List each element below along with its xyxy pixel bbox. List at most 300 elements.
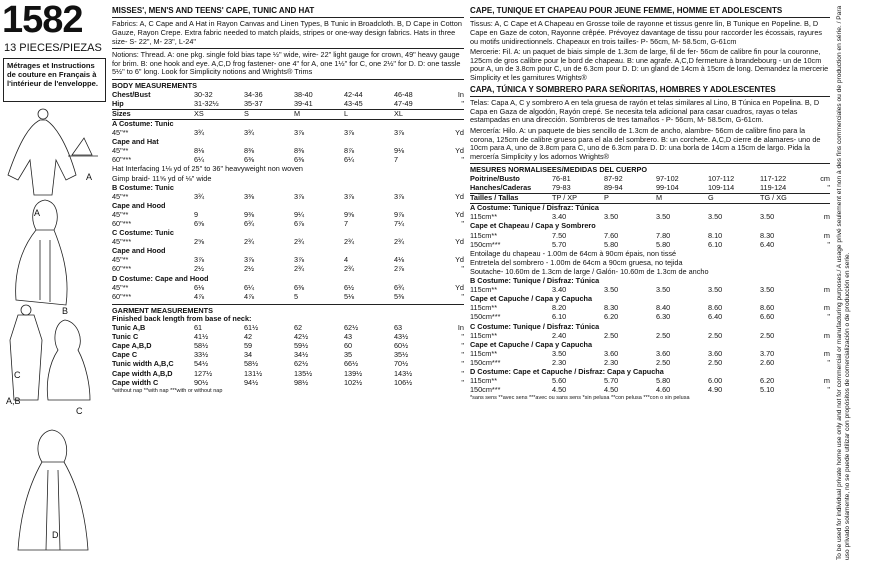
unit-label: Yd [455,128,464,138]
unit-label [444,109,464,119]
cell-value: 9⅝ [344,209,355,219]
cell-value: 7.60 [604,230,619,240]
cell-value: 60½ [394,341,409,351]
cell-value: L [344,108,349,118]
row-label: 115cm** [470,285,498,295]
row-label: 115cm** [470,212,498,222]
cell-value: 54½ [194,359,209,369]
cell-value: 5⅛ [344,291,355,301]
row-label: 115cm** [470,348,498,358]
cell-value: 3.60 [604,348,619,358]
cell-value: 4⅞ [244,291,255,301]
row-label: 45"** [112,191,129,201]
table-row [470,194,830,204]
cell-value: 2.50 [604,330,619,340]
row-label: Cape width A,B,D [112,368,173,378]
row-label: Tunic C [112,332,139,342]
unit-label: " [827,357,830,367]
cell-value: 42-44 [344,89,363,99]
cell-value: 7 [344,219,349,229]
cell-value: 31-32½ [194,98,219,108]
cell-value: 3⅞ [294,191,305,201]
cell-value: 2½ [244,264,255,274]
cell-value: 3.70 [760,348,775,358]
row-label: 150cm*** [470,239,501,249]
cell-value: 102½ [344,377,363,387]
cell-value: 3.50 [708,212,723,222]
unit-label: Yd [455,191,464,201]
row-label: A Costume: Tunic [112,118,174,128]
table-row [112,293,464,302]
metric-yardage-table [470,175,830,395]
unit-label: Yd [455,255,464,265]
cell-value: 2¾ [294,237,305,247]
cell-value: 8.60 [708,303,723,313]
table-row [112,284,464,293]
cell-value: 3.50 [656,285,671,295]
section-header-row [112,202,464,211]
unit-label: m [823,230,830,240]
unit-label: " [461,368,464,378]
cell-value: 35-37 [244,98,263,108]
unit-label: In [457,89,464,99]
metric-footnote: *sans sens **avec sens ***avec ou sans sens *sin pelusa **con pelusa ***con o sin pelusa [470,395,690,402]
cape-b-illustration [16,200,67,305]
unit-label: " [461,377,464,387]
cell-value: 6⅜ [294,155,305,165]
cell-value: 127½ [194,368,213,378]
table-row [470,232,830,241]
cell-value: 8⅜ [244,146,255,156]
cell-value: 135½ [294,368,313,378]
cell-value: 3⅜ [244,191,255,201]
unit-label: " [461,98,464,108]
section-header-row [470,277,830,286]
cell-value: 8.10 [708,230,723,240]
illustration-label: A [86,172,93,182]
section-header-row [470,341,830,350]
illustration-label: A,B [6,396,21,406]
row-label: Tunic width A,B,C [112,359,174,369]
table-row [112,333,464,342]
cell-value: 6¾ [244,219,255,229]
cell-value: 66½ [344,359,359,369]
cell-value: 109-114 [708,183,735,193]
cell-value: 43-45 [344,98,363,108]
row-label: 150cm*** [470,357,501,367]
row-label: D Costume: Cape and Hood [112,273,209,283]
cell-value: 6.10 [552,312,567,322]
illustration-label: D [52,530,59,540]
unit-label: m [823,212,830,222]
section-header-row [112,138,464,147]
row-label: Gimp braid- 11⅝ yd of ⅛" wide [112,173,212,183]
cell-value: 94½ [244,377,259,387]
row-label: Entoilage du chapeau - 1.00m de 64cm à 90cm épais, non tissé [470,248,677,258]
illustration-label: C [14,370,21,380]
section-header-row [470,368,830,377]
cell-value: 62 [294,323,303,333]
cell-value: 6.10 [708,239,723,249]
table-row [112,324,464,333]
cell-value: 5.70 [604,376,619,386]
french-instructions-note: Métrages et Instructions de couture en Français à l'intérieur de l'enveloppe. [3,58,106,102]
cell-value: 5⅜ [394,291,405,301]
cell-value: 7¼ [394,219,405,229]
cell-value: XS [194,108,204,118]
section-header-row [112,275,464,284]
cell-value: 6⅝ [194,219,205,229]
cell-value: 6.30 [656,312,671,322]
cell-value: 8⅞ [344,146,355,156]
unit-label: Yd [455,209,464,219]
cell-value: 2.40 [552,330,567,340]
row-label: 45"** [112,128,129,138]
cell-value: 3.40 [552,285,567,295]
cell-value: 3⅞ [344,128,355,138]
cell-value: 5.70 [552,239,567,249]
cell-value: 6⅞ [294,219,305,229]
cell-value: 3¾ [194,191,205,201]
row-label: 115cm** [470,330,498,340]
row-label: D Costume: Cape et Capuche / Disfraz: Capa y Capucha [470,366,664,376]
cell-value: P [604,193,609,203]
cell-value: 8.20 [552,303,567,313]
cell-value: 4 [344,255,349,265]
section-header-row [470,222,830,231]
row-label: Poitrine/Busto [470,174,520,184]
mercerie-text: Mercerie: Fil. A: un paquet de biais simple de 1.3cm de large, fil de fer- 56cm de calibre fin pour la couronne, 125cm de gros calibre pour le bord de chapeau. B: une agrafe. A,C,D fermeture à brandebourg - un de 10cm pour A, un de 3.8cm pour C, un de 6.3cm pour D. D: un gland de 14cm à 15cm de long. Demandez la mercerie Simplicity et les garnitures Wrights® [470,47,829,83]
row-label: 45"** [112,209,129,219]
table-row [112,147,464,156]
garment-measurements-table [112,324,464,388]
pieces-count: 13 PIECES/PIEZAS [4,42,102,54]
section-header-row [112,184,464,193]
cell-value: 38-40 [294,89,313,99]
section-header-row [470,204,830,214]
cell-value: 3.50 [760,285,775,295]
unit-label: Yd [455,146,464,156]
cell-value: XL [394,108,403,118]
cell-value: 46-48 [394,89,413,99]
cell-value: 5.10 [760,385,775,395]
row-label: Cape and Hood [112,246,166,256]
cell-value: 3⅞ [394,128,405,138]
cell-value: 2¾ [394,237,405,247]
cell-value: 3⅞ [294,255,305,265]
cell-value: 59½ [294,341,309,351]
cell-value: 107-112 [708,174,735,184]
row-label: Cape and Hat [112,137,159,147]
cell-value: 3¾ [244,128,255,138]
cell-value: 6⅜ [244,155,255,165]
cell-value: 2.60 [760,357,775,367]
pattern-number: 1582 [2,0,83,41]
cell-value: 3.60 [656,348,671,358]
row-label: C Costume: Tunic [112,228,174,238]
row-label: Chest/Bust [112,89,151,99]
cell-value: S [244,108,249,118]
section-header-row [112,119,464,129]
cell-value: 3.50 [708,285,723,295]
cell-value: 2¾ [344,264,355,274]
unit-label: m [823,330,830,340]
cell-value: 3⅞ [294,128,305,138]
cell-value: G [708,193,714,203]
cell-value: 43½ [394,332,409,342]
cell-value: 5.80 [656,239,671,249]
cell-value: 6.60 [760,312,775,322]
section-header-row [112,247,464,256]
cell-value: 63 [394,323,403,333]
cell-value: 9 [194,209,199,219]
cell-value: 34 [244,350,253,360]
cell-value: 8⅛ [194,146,205,156]
cell-value: 5.80 [656,376,671,386]
cell-value: 3.50 [604,212,619,222]
cell-value: 79-83 [552,183,571,193]
unit-label: In [457,323,464,333]
table-row [470,304,830,313]
table-row [112,379,464,388]
cell-value: 42 [244,332,253,342]
cell-value: 3.50 [604,285,619,295]
cell-value: 62½ [344,323,359,333]
row-label: 60"*** [112,155,132,165]
cell-value: 4.50 [552,385,567,395]
cell-value: 5.80 [604,239,619,249]
cell-value: 30-32 [194,89,213,99]
cell-value: 2¾ [344,237,355,247]
cell-value: 60 [344,341,353,351]
cell-value: 3¾ [194,128,205,138]
cell-value: 98½ [294,377,309,387]
cell-value: 35 [344,350,353,360]
cell-value: 42½ [294,332,309,342]
cell-value: TP / XP [552,193,578,203]
cell-value: 6½ [344,282,355,292]
unit-label [812,194,830,204]
table-row [112,109,464,119]
cell-value: 4⅞ [194,291,205,301]
cell-value: 6.00 [708,376,723,386]
unit-label: " [461,155,464,165]
usage-notice: To be used for individual private home use only and not for commercial or manufacturing purposes./ A usage privé seulement et non à des fins commerciales ou de production en série. / Para uso privado solamente, no se puede utilizar con propósitos de comercialización o de producción en serie. [836,5,852,560]
cell-value: 6⅜ [294,282,305,292]
table-row [112,100,464,110]
garment-illustrations [0,100,110,560]
cell-value: 119-124 [760,183,787,193]
cell-value: 61½ [244,323,259,333]
cell-value: 5.60 [552,376,567,386]
row-label: Entretela del sombrero - 1.00m de 64cm a 90cm gruesa, no tejida [470,257,683,267]
unit-label: " [827,239,830,249]
body-measurements-title: BODY MEASUREMENTS [112,81,198,91]
row-label: Hat Interfacing 1⅛ yd of 25" to 36" heavyweight non woven [112,164,303,174]
cell-value: 131½ [244,368,263,378]
cell-value: 62½ [294,359,309,369]
cell-value: 3⅞ [344,191,355,201]
merceria-text: Mercería: Hilo. A: un paquete de bies sencillo de 1.3cm de ancho, alambre- 56cm de calibre fino para la corona, 125cm de calibre grueso para el ala del sombrero. B: un corchete. A,C,D cierre de alamares- uno de 10cm para A, uno de 3.8cm para C, uno de 6.3cm para D. D: una borla de 14cm a 15cm de largo. Pida la mercería Simplicity y los adornos Wrights® [470,125,821,161]
cell-value: 34½ [294,350,309,360]
cell-value: 97-102 [656,174,679,184]
cell-value: 3⅞ [394,191,405,201]
cell-value: 139½ [344,368,363,378]
row-label: 115cm** [470,303,498,313]
fabrics-text: Fabrics: A, C Cape and A Hat in Rayon Canvas and Linen Types, B Tunic in Broadcloth. B, D Cape in Cotton Gauze, Rayon Crepe. Extra fabric needed to match plaids, stripes or one-way design fabrics. Hats in three size- S- 22", M- 23", L-24" [112,19,462,46]
table-row [112,211,464,220]
row-label: A Costume: Tunique / Disfraz: Túnica [470,203,599,213]
row-label: 115cm** [470,230,498,240]
row-label: Cape et Capuche / Capa y Capucha [470,294,593,304]
tunic-c-illustration [10,315,42,400]
row-label: Cape C [112,350,138,360]
cell-value: 87-92 [604,174,623,184]
cell-value: 35½ [394,350,409,360]
row-label: 45"** [112,146,129,156]
cell-value: 99-104 [656,183,679,193]
row-label: Hip [112,98,124,108]
cell-value: 143½ [394,368,413,378]
english-footnote: *without nap **with nap ***with or without nap [112,387,223,394]
cell-value: 2.50 [656,357,671,367]
illustration-label: C [76,406,83,416]
unit-label: m [823,303,830,313]
french-spanish-section [470,6,830,402]
cell-value: 3.40 [552,212,567,222]
cape-c-illustration [47,320,90,400]
cell-value: 34-36 [244,89,263,99]
cell-value: 2½ [194,264,205,274]
cell-value: 8⅜ [294,146,305,156]
hat-a-illustration [68,138,98,156]
row-label: Cape et Capuche / Capa y Capucha [470,339,593,349]
cell-value: 2¾ [244,237,255,247]
cell-value: 58½ [194,341,209,351]
row-label: Cape width C [112,377,159,387]
table-row [112,129,464,138]
row-label: 45"** [112,255,129,265]
cell-value: 9¼ [294,209,305,219]
cell-value: 3.50 [656,212,671,222]
telas-text: Telas: Capa A, C y sombrero A en tela gruesa de rayón et telas similares al Lino, B Túnica en Popelina. B, D Capa en Gaza de algodón, Rayón crepé. Se necesita tela adicional para casar cuadros, rayas o telas estampadas en una dirección. Sombreros de tres tamaños - P- 56cm, M- 58.5cm, G-61cm. [470,98,820,125]
row-label: 45"*** [112,237,132,247]
cell-value: 76-81 [552,174,571,184]
row-label: Tailles / Tallas [470,193,519,203]
cell-value: 58½ [244,359,259,369]
illustration-label: A [34,208,41,218]
cell-value: 6¾ [394,282,405,292]
row-label: 115cm** [470,376,498,386]
unit-label: " [827,385,830,395]
unit-label: " [461,350,464,360]
spanish-title: CAPA, TÚNICA Y SOMBRERO PARA SEÑORITAS, HOMBRES Y ADOLESCENTES [470,85,830,97]
cell-value: 7.80 [656,230,671,240]
cell-value: 61 [194,323,203,333]
cell-value: 3.60 [708,348,723,358]
unit-label: m [823,376,830,386]
cell-value: 6.40 [708,312,723,322]
cape-a-illustration [8,120,76,195]
cell-value: 2.50 [760,330,775,340]
cell-value: 2⅞ [394,264,405,274]
table-row [470,350,830,359]
table-row [470,377,830,386]
cell-value: 8.40 [656,303,671,313]
cell-value: 6¼ [244,282,255,292]
cell-value: 4.50 [604,385,619,395]
cell-value: 4.60 [656,385,671,395]
cell-value: 59 [244,341,253,351]
unit-label: m [823,348,830,358]
cell-value: 8.30 [760,230,775,240]
cell-value: 90½ [194,377,209,387]
english-title: MISSES', MEN'S AND TEENS' CAPE, TUNIC AND HAT [112,6,464,18]
unit-label: Yd [455,237,464,247]
cell-value: 70½ [394,359,409,369]
unit-label: cm [820,174,830,184]
row-label: Soutache- 10.60m de 1.3cm de large / Galón- 10.60m de 1.3cm de ancho [470,266,709,276]
french-title: CAPE, TUNIQUE ET CHAPEAU POUR JEUNE FEMME, HOMME ET ADOLESCENTS [470,6,830,18]
unit-label: " [827,312,830,322]
row-label: 45"** [112,282,129,292]
notions-text: Notions: Thread. A: one pkg. single fold bias tape ½" wide, wire- 22" light gauge for crown, 49" heavy gauge for brim. B: one hook and eye. A,C,D frog fastener- one 4" for A, one 1½" for C, one 2½" for D. D: one tassle 5½" to 6" long. Look for Simplicity notions and Wrights® Trims [112,50,461,77]
section-header-row [470,295,830,304]
cell-value: 9⅜ [244,209,255,219]
unit-label: m [823,285,830,295]
cell-value: 4⅛ [394,255,405,265]
row-label: 150cm*** [470,312,501,322]
row-label: 60"*** [112,291,132,301]
cell-value: 6.40 [760,239,775,249]
table-row [112,342,464,351]
cell-value: 5 [294,291,299,301]
cell-value: 6¼ [344,155,355,165]
row-label: Tunic A,B [112,323,146,333]
metric-measurements-title: MESURES NORMALISEES/MEDIDAS DEL CUERPO [470,165,648,175]
unit-label: " [827,183,830,193]
table-row [112,256,464,265]
cell-value: 9⅞ [394,209,405,219]
row-label: Cape et Chapeau / Capa y Sombrero [470,221,596,231]
cell-value: 2¾ [294,264,305,274]
cell-value: 41½ [194,332,209,342]
cell-value: 2.50 [708,357,723,367]
english-section [112,6,464,394]
cell-value: 2.30 [604,357,619,367]
row-label: B Costume: Tunic [112,182,174,192]
unit-label: " [461,359,464,369]
row-label: B Costume: Tunique / Disfraz: Túnica [470,276,600,286]
cell-value: 6¼ [194,155,205,165]
cell-value: 6⅛ [194,282,205,292]
cell-value: 2⅝ [194,237,205,247]
cell-value: 8.30 [604,303,619,313]
row-label: Cape A,B,D [112,341,152,351]
cell-value: 4.90 [708,385,723,395]
unit-label: " [461,332,464,342]
section-header-row [112,229,464,238]
garment-measurements-subtitle: Finished back length from base of neck: [112,314,252,324]
cell-value: TG / XG [760,193,787,203]
cell-value: 33½ [194,350,209,360]
tissus-text: Tissus: A, C Cape et A Chapeau en Grosse toile de rayonne et tissus genre lin, B Tunique en Popeline. B, D Cape en Gaze de coton, Rayonne crêpée. Prévoyez davantage de tissu pour raccorder les écossais, rayures ou motifs unidirectionnels. Chapeaux en trois tailles- P- 56cm, M- 58.5cm, G-61cm [470,19,823,46]
cell-value: M [294,108,301,118]
cell-value: 6.20 [604,312,619,322]
cell-value: 3⅞ [244,255,255,265]
unit-label: " [461,219,464,229]
cell-value: 6.20 [760,376,775,386]
